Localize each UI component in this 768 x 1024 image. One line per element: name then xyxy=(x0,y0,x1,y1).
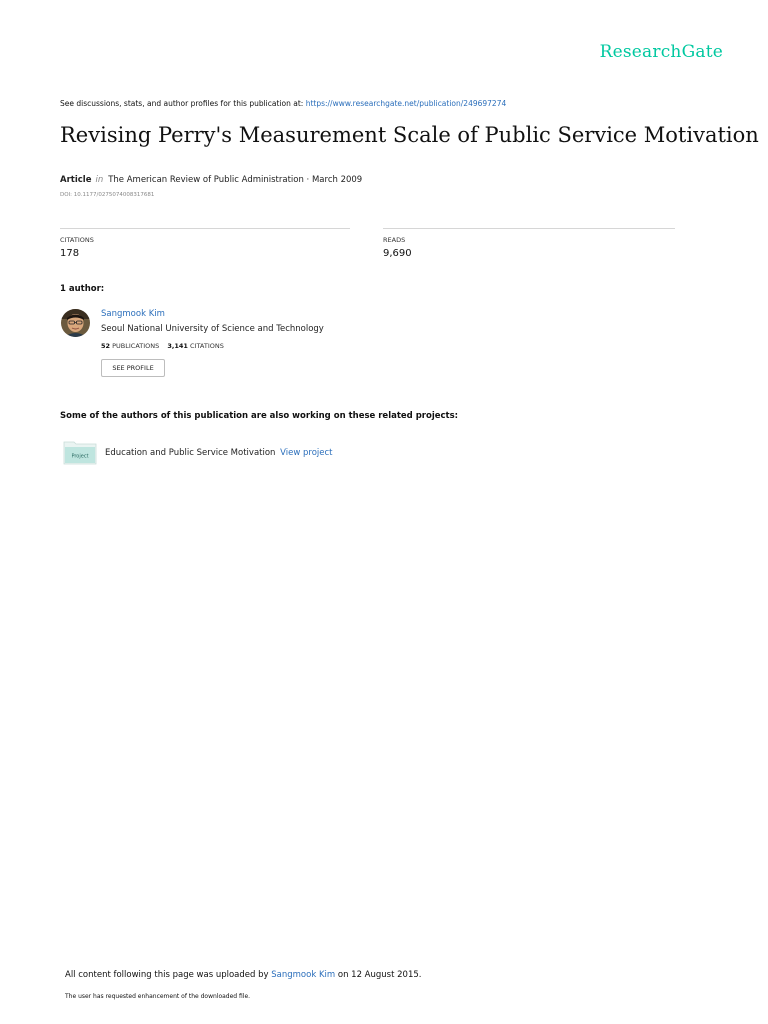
uploader-link[interactable]: Sangmook Kim xyxy=(271,970,336,980)
citations-label: CITATIONS xyxy=(60,236,94,244)
author-citations-count: 3,141 xyxy=(167,342,188,350)
profile-info-line xyxy=(60,99,506,108)
reads-divider xyxy=(383,228,675,229)
view-project-link[interactable]: View project xyxy=(280,448,333,458)
upload-prefix: All content following this page was uploaded by xyxy=(65,970,272,980)
author-affiliation: Seoul National University of Science and Technology xyxy=(101,324,324,334)
author-avatar[interactable] xyxy=(61,309,90,337)
related-projects-heading: Some of the authors of this publication are also working on these related projects: xyxy=(60,411,459,421)
in-word: in xyxy=(95,175,104,185)
citations-divider xyxy=(60,228,350,229)
citations-value: 178 xyxy=(60,248,80,259)
author-name-link[interactable]: Sangmook Kim xyxy=(101,309,165,319)
publication-url-link[interactable]: https://www.researchgate.net/publication/249697274 xyxy=(305,99,507,108)
authors-heading: 1 author: xyxy=(60,284,105,294)
folder-icon xyxy=(63,440,97,465)
publication-venue-date[interactable]: The American Review of Public Administration · March 2009 xyxy=(108,175,363,185)
enhancement-note: The user has requested enhancement of the downloaded file. xyxy=(65,993,251,1000)
upload-info xyxy=(65,970,421,980)
svg-text:Project: Project xyxy=(71,453,89,460)
publications-count: 52 xyxy=(101,342,111,350)
project-folder-icon[interactable] xyxy=(63,440,97,465)
reads-value: 9,690 xyxy=(383,248,412,259)
project-name: Education and Public Service Motivation xyxy=(105,448,276,458)
profile-info-text: See discussions, stats, and author profiles for this publication at: xyxy=(60,99,306,108)
publication-type: Article xyxy=(60,175,92,185)
publication-meta xyxy=(60,175,362,185)
see-profile-button[interactable]: SEE PROFILE xyxy=(101,359,165,377)
publications-count-label: PUBLICATIONS xyxy=(112,342,160,350)
project-item xyxy=(105,448,333,458)
reads-label: READS xyxy=(383,236,406,244)
upload-suffix: on 12 August 2015. xyxy=(335,970,422,980)
author-counts xyxy=(101,342,224,350)
researchgate-logo[interactable]: ResearchGate xyxy=(599,42,723,62)
publication-title: Revising Perry's Measurement Scale of Public Service Motivation xyxy=(60,123,759,147)
publication-doi: DOI: 10.1177/0275074008317681 xyxy=(60,192,155,198)
author-photo-icon xyxy=(61,309,90,337)
author-citations-label: CITATIONS xyxy=(190,342,224,350)
